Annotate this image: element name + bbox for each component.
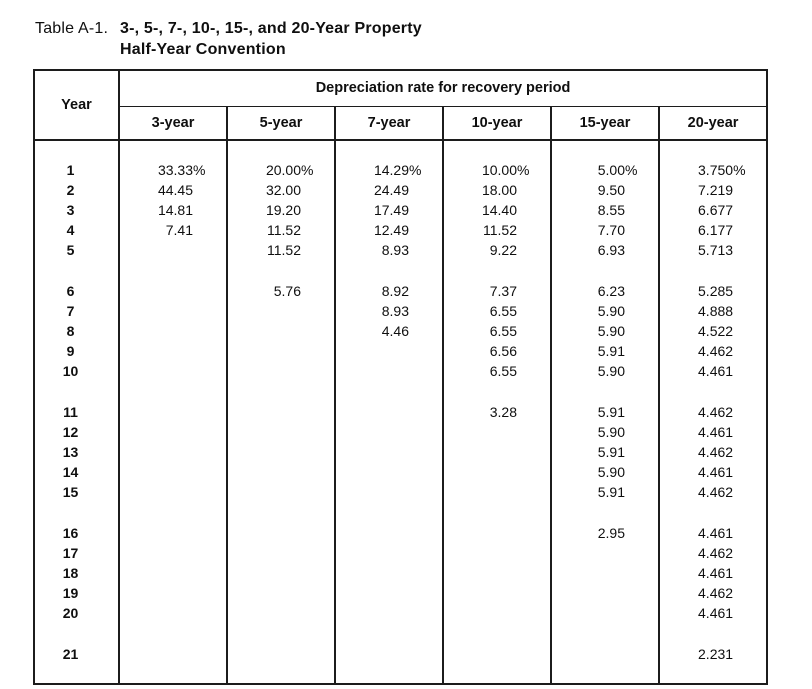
- rate-cell: [119, 240, 227, 260]
- year-cell: 19: [62, 585, 79, 601]
- group-gap-row: [34, 502, 767, 523]
- rate-cell: [119, 321, 227, 341]
- rate-cell: 18.00: [443, 180, 551, 200]
- rate-cell: [227, 341, 335, 361]
- year-cell: 15: [62, 484, 79, 500]
- rate-cell: [335, 563, 443, 583]
- rate-cell: [551, 603, 659, 623]
- rate-cell: 8.93: [335, 301, 443, 321]
- table-row: [34, 583, 767, 603]
- spacer-cell: [443, 381, 551, 402]
- year-cell: 2: [66, 182, 75, 198]
- year-cell: 16: [62, 525, 79, 541]
- rate-cell: 7.219: [659, 180, 767, 200]
- year-cell: 12: [62, 424, 79, 440]
- column-header-20-year: 20-year: [659, 106, 767, 140]
- year-cell: 8: [66, 323, 75, 339]
- rate-cell: [335, 603, 443, 623]
- rate-cell: [443, 563, 551, 583]
- rate-cell: 5.713: [659, 240, 767, 260]
- spacer-cell: [34, 260, 119, 281]
- rate-cell: [551, 563, 659, 583]
- table-row: [34, 422, 767, 442]
- rate-cell: 8.93: [335, 240, 443, 260]
- spacer-cell: [335, 381, 443, 402]
- rate-cell: 4.46: [335, 321, 443, 341]
- rate-cell: 5.91: [551, 442, 659, 462]
- rate-cell: [119, 341, 227, 361]
- rate-cell: [119, 281, 227, 301]
- rate-cell: 44.45: [119, 180, 227, 200]
- table-row: [34, 361, 767, 381]
- spacer-cell: [227, 140, 335, 160]
- rate-cell: [227, 563, 335, 583]
- rate-cell: 11.52: [227, 220, 335, 240]
- rate-cell: 33.33%: [119, 160, 227, 180]
- rate-cell: 4.522: [659, 321, 767, 341]
- column-header-5-year: 5-year: [227, 106, 335, 140]
- rate-cell: 17.49: [335, 200, 443, 220]
- rate-cell: 6.56: [443, 341, 551, 361]
- rate-cell: 3.750%: [659, 160, 767, 180]
- group-gap-row: [34, 381, 767, 402]
- spacer-cell: [34, 381, 119, 402]
- rate-cell: [227, 523, 335, 543]
- rate-cell: 7.70: [551, 220, 659, 240]
- spacer-cell: [335, 140, 443, 160]
- rate-cell: [227, 321, 335, 341]
- rate-cell: [119, 523, 227, 543]
- rate-cell: [551, 583, 659, 603]
- rate-cell: [119, 543, 227, 563]
- rate-cell: [443, 644, 551, 664]
- rate-cell: 4.461: [659, 603, 767, 623]
- rate-cell: [335, 543, 443, 563]
- table-row: [34, 442, 767, 462]
- rate-cell: 10.00%: [443, 160, 551, 180]
- rate-cell: 12.49: [335, 220, 443, 240]
- spacer-cell: [551, 260, 659, 281]
- rate-cell: [119, 402, 227, 422]
- year-cell: 9: [66, 343, 75, 359]
- rate-cell: [443, 543, 551, 563]
- spacer-cell: [119, 140, 227, 160]
- spacer-cell: [443, 260, 551, 281]
- rate-cell: [119, 644, 227, 664]
- spacer-cell: [551, 140, 659, 160]
- table-row: [34, 341, 767, 361]
- spacer-cell: [659, 140, 767, 160]
- year-cell: 3: [66, 202, 75, 218]
- rate-cell: [443, 462, 551, 482]
- spacer-cell: [119, 260, 227, 281]
- depreciation-table: [33, 69, 768, 685]
- rate-cell: 5.00%: [551, 160, 659, 180]
- rate-cell: [119, 603, 227, 623]
- spacer-cell: [227, 664, 335, 684]
- rate-cell: 4.462: [659, 341, 767, 361]
- spacer-cell: [443, 502, 551, 523]
- rate-cell: 6.23: [551, 281, 659, 301]
- rate-cell: [227, 402, 335, 422]
- rate-cell: [335, 341, 443, 361]
- spacer-cell: [443, 664, 551, 684]
- year-cell: 20: [62, 605, 79, 621]
- rate-cell: [551, 543, 659, 563]
- rate-cell: 2.95: [551, 523, 659, 543]
- rate-cell: [119, 563, 227, 583]
- rate-cell: 5.90: [551, 422, 659, 442]
- table-row: [34, 180, 767, 200]
- year-column-header: Year: [34, 70, 119, 140]
- rate-cell: 4.462: [659, 583, 767, 603]
- rate-cell: 7.41: [119, 220, 227, 240]
- column-header-15-year: 15-year: [551, 106, 659, 140]
- rate-cell: [551, 644, 659, 664]
- spacer-cell: [659, 664, 767, 684]
- spacer-cell: [119, 664, 227, 684]
- rate-cell: [443, 482, 551, 502]
- rate-cell: [335, 462, 443, 482]
- rate-cell: 4.461: [659, 422, 767, 442]
- rate-cell: 5.91: [551, 402, 659, 422]
- rate-cell: 4.462: [659, 482, 767, 502]
- spacer-cell: [551, 381, 659, 402]
- table-row: [34, 644, 767, 664]
- rate-cell: 5.90: [551, 321, 659, 341]
- rate-cell: [227, 422, 335, 442]
- rate-cell: 4.888: [659, 301, 767, 321]
- rate-cell: 4.462: [659, 442, 767, 462]
- rate-cell: 9.50: [551, 180, 659, 200]
- rate-cell: 6.177: [659, 220, 767, 240]
- rate-cell: 5.90: [551, 301, 659, 321]
- group-gap-row: [34, 623, 767, 644]
- rate-cell: 14.40: [443, 200, 551, 220]
- recovery-period-header: Depreciation rate for recovery period: [119, 70, 767, 106]
- rate-cell: 32.00: [227, 180, 335, 200]
- table-row: [34, 543, 767, 563]
- year-cell: 5: [66, 242, 75, 258]
- rate-cell: [443, 523, 551, 543]
- rate-cell: [227, 583, 335, 603]
- year-cell: 13: [62, 444, 79, 460]
- table-row: [34, 462, 767, 482]
- spacer-cell: [335, 502, 443, 523]
- rate-cell: 4.461: [659, 523, 767, 543]
- year-cell: 10: [62, 363, 79, 379]
- column-header-7-year: 7-year: [335, 106, 443, 140]
- rate-cell: [119, 422, 227, 442]
- rate-cell: [227, 543, 335, 563]
- rate-cell: 6.93: [551, 240, 659, 260]
- table-caption: [35, 18, 422, 60]
- header-row-columns: [34, 106, 767, 140]
- rate-cell: 14.29%: [335, 160, 443, 180]
- table-row: [34, 281, 767, 301]
- rate-cell: 5.76: [227, 281, 335, 301]
- year-cell: 11: [63, 404, 78, 420]
- year-cell: 21: [62, 646, 79, 662]
- rate-cell: 4.461: [659, 563, 767, 583]
- rate-cell: [335, 523, 443, 543]
- year-cell: 14: [62, 464, 79, 480]
- rate-cell: [227, 644, 335, 664]
- rate-cell: 20.00%: [227, 160, 335, 180]
- spacer-cell: [659, 260, 767, 281]
- rate-cell: 11.52: [443, 220, 551, 240]
- year-cell: 7: [66, 303, 75, 319]
- table-row: [34, 240, 767, 260]
- rate-cell: 11.52: [227, 240, 335, 260]
- group-gap-row: [34, 260, 767, 281]
- rate-cell: [335, 361, 443, 381]
- rate-cell: 3.28: [443, 402, 551, 422]
- table-row: [34, 563, 767, 583]
- year-cell: 6: [66, 283, 75, 299]
- rate-cell: [335, 422, 443, 442]
- column-header-3-year: 3-year: [119, 106, 227, 140]
- spacer-cell: [551, 664, 659, 684]
- rate-cell: [443, 603, 551, 623]
- rate-cell: 4.461: [659, 462, 767, 482]
- rate-cell: 6.55: [443, 301, 551, 321]
- spacer-cell: [227, 260, 335, 281]
- spacer-cell: [227, 623, 335, 644]
- rate-cell: [443, 422, 551, 442]
- rate-cell: 7.37: [443, 281, 551, 301]
- rate-cell: [335, 402, 443, 422]
- rate-cell: 6.55: [443, 321, 551, 341]
- rate-cell: [443, 583, 551, 603]
- table-row: [34, 402, 767, 422]
- spacer-cell: [34, 140, 119, 160]
- rate-cell: 5.91: [551, 482, 659, 502]
- rate-cell: [227, 361, 335, 381]
- rate-cell: [227, 482, 335, 502]
- spacer-cell: [34, 664, 119, 684]
- table-row: [34, 523, 767, 543]
- rate-cell: [119, 462, 227, 482]
- spacer-cell: [34, 623, 119, 644]
- header-row-span: [34, 70, 767, 106]
- rate-cell: [119, 301, 227, 321]
- spacer-cell: [551, 502, 659, 523]
- spacer-cell: [227, 502, 335, 523]
- rate-cell: 5.90: [551, 361, 659, 381]
- rate-cell: [119, 442, 227, 462]
- table-title-line1: 3-, 5-, 7-, 10-, 15-, and 20-Year Property: [120, 20, 422, 37]
- spacer-cell: [659, 381, 767, 402]
- spacer-cell: [443, 140, 551, 160]
- bottom-spacer-row: [34, 664, 767, 684]
- table-title-line2: Half-Year Convention: [120, 41, 286, 58]
- spacer-cell: [443, 623, 551, 644]
- spacer-cell: [659, 623, 767, 644]
- rate-cell: [119, 361, 227, 381]
- rate-cell: [227, 442, 335, 462]
- table-row: [34, 603, 767, 623]
- year-cell: 17: [62, 545, 79, 561]
- rate-cell: 8.92: [335, 281, 443, 301]
- rate-cell: [335, 482, 443, 502]
- spacer-cell: [335, 260, 443, 281]
- table-number: Table A-1.: [35, 20, 109, 37]
- top-spacer-row: [34, 140, 767, 160]
- rate-cell: [335, 583, 443, 603]
- rate-cell: [119, 583, 227, 603]
- rate-cell: [227, 301, 335, 321]
- rate-cell: 6.677: [659, 200, 767, 220]
- rate-cell: 5.90: [551, 462, 659, 482]
- spacer-cell: [335, 664, 443, 684]
- rate-cell: [227, 462, 335, 482]
- rate-cell: [443, 442, 551, 462]
- rate-cell: 5.91: [551, 341, 659, 361]
- year-cell: 18: [62, 565, 79, 581]
- rate-cell: 9.22: [443, 240, 551, 260]
- column-header-10-year: 10-year: [443, 106, 551, 140]
- rate-cell: 6.55: [443, 361, 551, 381]
- rate-cell: 24.49: [335, 180, 443, 200]
- table-body: [34, 140, 767, 684]
- spacer-cell: [659, 502, 767, 523]
- year-cell: 1: [66, 162, 75, 178]
- table-title: [120, 18, 422, 60]
- rate-cell: 5.285: [659, 281, 767, 301]
- table-row: [34, 160, 767, 180]
- rate-cell: 2.231: [659, 644, 767, 664]
- table-row: [34, 482, 767, 502]
- spacer-cell: [551, 623, 659, 644]
- spacer-cell: [119, 381, 227, 402]
- rate-cell: [227, 603, 335, 623]
- rate-cell: 4.461: [659, 361, 767, 381]
- spacer-cell: [119, 502, 227, 523]
- spacer-cell: [34, 502, 119, 523]
- rate-cell: [335, 442, 443, 462]
- table-row: [34, 321, 767, 341]
- rate-cell: 4.462: [659, 543, 767, 563]
- table-row: [34, 200, 767, 220]
- rate-cell: [119, 482, 227, 502]
- spacer-cell: [335, 623, 443, 644]
- rate-cell: 4.462: [659, 402, 767, 422]
- spacer-cell: [119, 623, 227, 644]
- rate-cell: 14.81: [119, 200, 227, 220]
- rate-cell: [335, 644, 443, 664]
- table-row: [34, 301, 767, 321]
- table-row: [34, 220, 767, 240]
- rate-cell: 19.20: [227, 200, 335, 220]
- rate-cell: 8.55: [551, 200, 659, 220]
- spacer-cell: [227, 381, 335, 402]
- year-cell: 4: [66, 222, 75, 238]
